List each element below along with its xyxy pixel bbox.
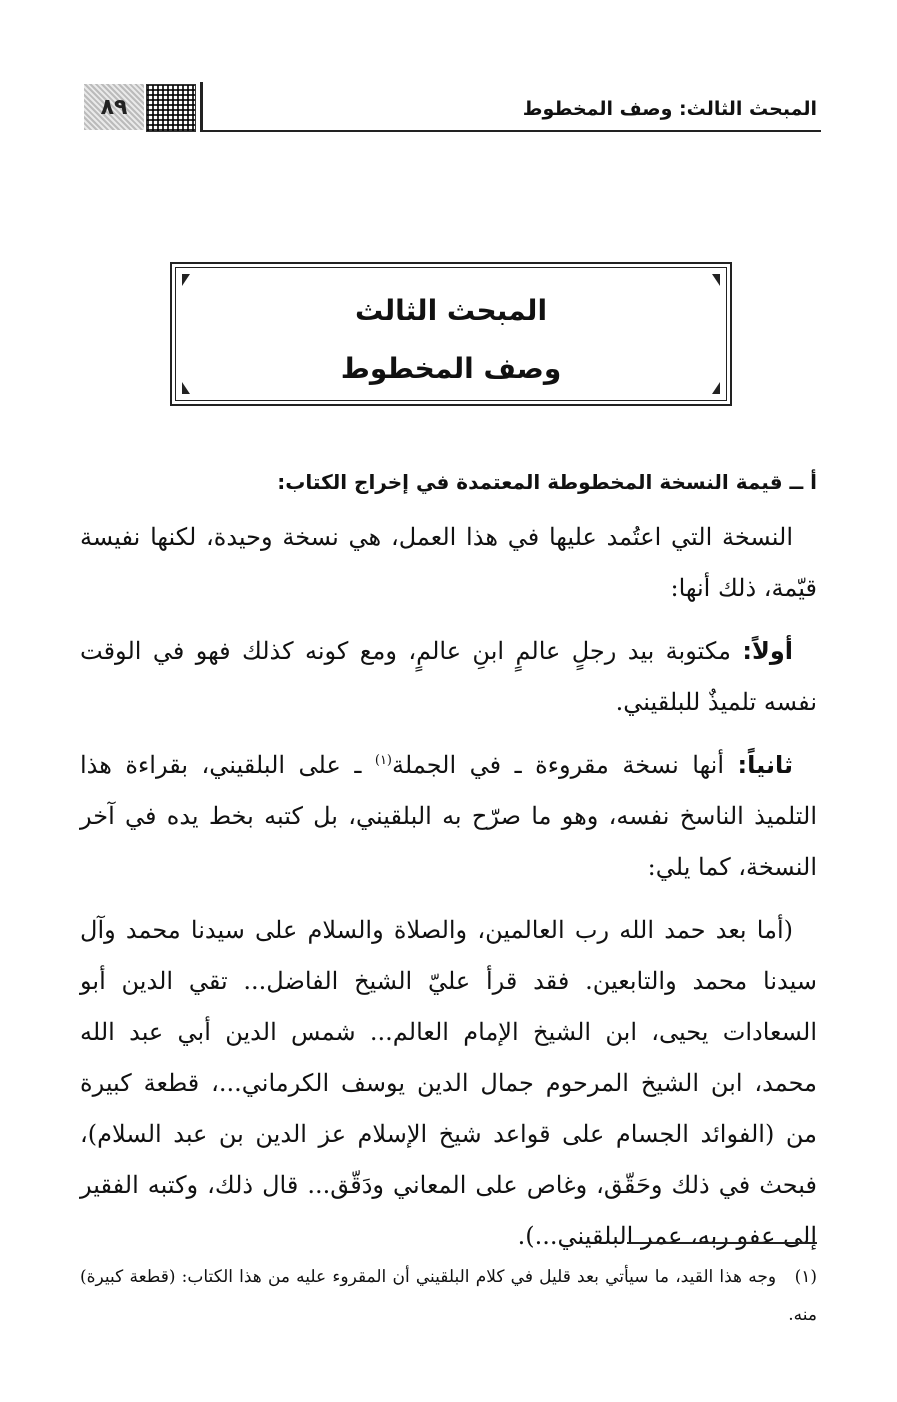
first-text: مكتوبة بيد رجلٍ عالمٍ ابنِ عالمٍ، ومع كونه كذلك فهو في الوقت نفسه تلميذٌ للبلقيني. <box>80 637 817 716</box>
footnote-text: وجه هذا القيد، ما سيأتي بعد قليل في كلام البلقيني أن المقروء عليه من هذا الكتاب: (قطعة كبيرة) منه. <box>80 1267 817 1325</box>
chapter-title: المبحث الثالث <box>354 294 548 327</box>
footnote <box>80 1258 817 1334</box>
paragraph-second <box>80 740 817 893</box>
corner-ornament-icon <box>182 274 190 286</box>
footnote-reference[interactable]: (١) <box>374 753 392 768</box>
second-text-b: ـ على البلقيني، بقراءة هذا التلميذ الناسخ نفسه، وهو ما صرّح به البلقيني، بل كتبه بخط يده في آخر النسخة، كما يلي: <box>80 751 817 881</box>
ornament-icon <box>146 84 196 132</box>
running-head: المبحث الثالث: وصف المخطوط <box>522 98 817 120</box>
paragraph-first <box>80 626 817 728</box>
header-rule <box>200 130 821 132</box>
footnote-number: (١) <box>794 1267 818 1287</box>
chapter-title-box <box>170 262 732 406</box>
body-text <box>80 462 817 1274</box>
corner-ornament-icon <box>712 274 720 286</box>
footnote-rule <box>627 1242 817 1244</box>
second-text-a: أنها نسخة مقروءة ـ في الجملة <box>392 751 725 779</box>
second-label: ثانياً: <box>737 751 793 779</box>
chapter-subtitle: وصف المخطوط <box>340 352 562 385</box>
first-label: أولاً: <box>742 637 793 665</box>
paragraph-intro: النسخة التي اعتُمد عليها في هذا العمل، هي نسخة وحيدة، لكنها نفيسة قيّمة، ذلك أنها: <box>80 523 817 602</box>
page-number: ٨٩ <box>84 84 144 130</box>
paragraph-quote: (أما بعد حمد الله رب العالمين، والصلاة والسلام على سيدنا محمد وآل سيدنا محمد والتابعين. فقد قرأ عليّ الشيخ الفاضل... تقي الدين أبو السعادات يحيى، ابن الشيخ الإمام العالم... شمس الدين أبي عبد الله محمد، ابن الشيخ المرحوم جمال الدين يوسف الكرماني...، قطعة كبيرة من (الفوائد الجسام على قواعد شيخ الإسلام عز الدين بن عبد السلام)، فبحث في ذلك وحَقّق، وغاص على المعاني ودَقّق... قال ذلك، وكتبه الفقير إلى عفو ربه، عمر البلقيني...). <box>80 916 817 1250</box>
header-divider <box>200 82 203 132</box>
section-heading: أ ــ قيمة النسخة المخطوطة المعتمدة في إخراج الكتاب: <box>277 470 817 494</box>
